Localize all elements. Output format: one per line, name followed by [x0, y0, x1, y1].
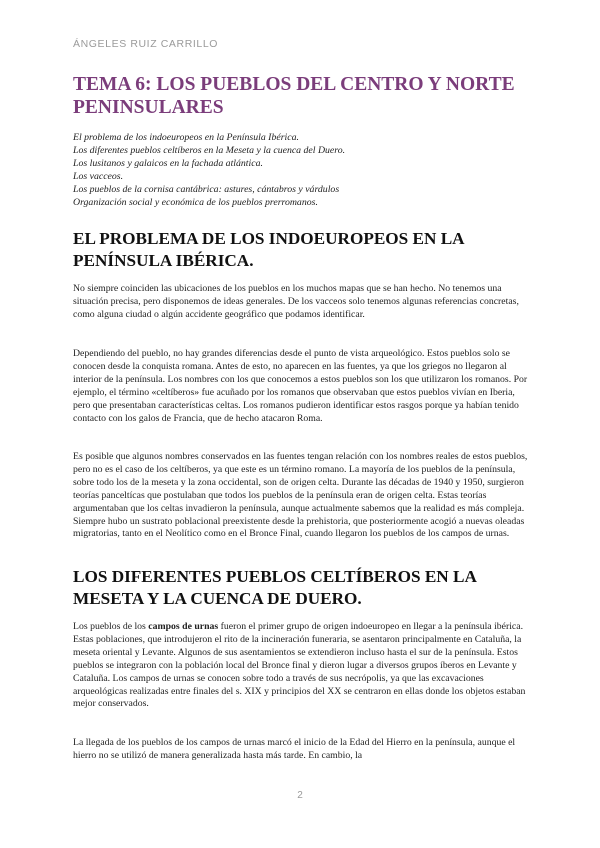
- paragraph: No siempre coinciden las ubicaciones de los pueblos en los muchos mapas que se han hecho. No tenemos una situación precisa, pero disponemos de ideas generales. De los vacceos solo tenemos algunas referencias concretas, como alguna ciudad o algún accidente geográfico que podamos identificar.: [73, 283, 519, 320]
- running-header: ÁNGELES RUIZ CARRILLO: [73, 38, 219, 50]
- paragraph: [73, 621, 528, 711]
- section-heading: LOS DIFERENTES PUEBLOS CELTÍBEROS EN LA MESETA Y LA CUENCA DE DUERO.: [73, 567, 476, 608]
- section-heading: EL PROBLEMA DE LOS INDOEUROPEOS EN LA PENÍNSULA IBÉRICA.: [73, 229, 464, 270]
- topic-item: Los diferentes pueblos celtíberos en la Meseta y la cuenca del Duero.: [73, 145, 346, 156]
- paragraph-text: fueron el primer grupo de origen indoeuropeo en llegar a la península ibérica. Estas poblaciones, que introdujeron el rito de la incineración funeraria, se asentaron principalmente en Cataluña, la meseta oriental y Levante. Algunos de sus asentamientos se extendieron incluso hasta el sur de la península. Estos pueblos se integraron con la población local del Bronce final y dieron lugar a diversos grupos íberos en Levante y Cataluña. Los campos de urnas se conocen sobre todo a través de sus necrópolis, ya que las excavaciones arqueológicas realizadas entre finales del s. XIX y principios del XX se centraron en ellas donde los objetos estaban mejor conservados.: [73, 621, 526, 710]
- paragraph: La llegada de los pueblos de los campos de urnas marcó el inicio de la Edad del Hierro en la península, aunque el hierro no se utilizó de manera generalizada hasta más tarde. En cambio, la: [73, 737, 516, 761]
- paragraph-text: Los pueblos de los: [73, 621, 149, 632]
- topic-item: Los lusitanos y galaicos en la fachada atlántica.: [73, 158, 263, 169]
- topic-item: Los pueblos de la cornisa cantábrica: astures, cántabros y várdulos: [73, 184, 340, 195]
- topic-item: Los vacceos.: [73, 171, 124, 182]
- page-number: 2: [297, 790, 303, 801]
- topic-item: Organización social y económica de los pueblos prerromanos.: [73, 197, 318, 208]
- paragraph: Dependiendo del pueblo, no hay grandes diferencias desde el punto de vista arqueológico. Estos pueblos solo se conocen desde la conquista romana. Antes de esto, no aparecen en las fuentes, ya que los griegos no llegaron al interior de la península. Los nombres con los que conocemos a estos pueblos son los que utilizaron los romanos. Por ejemplo, el término «celtíberos» fue acuñado por los romanos que observaban que estos pueblos vivían en Iberia, pero que presentaban características celtas. Los romanos pudieron identificar estos rasgos porque ya habían tenido contacto con los galos de Francia, que de hecho atacaron Roma.: [73, 348, 528, 424]
- paragraph: Es posible que algunos nombres conservados en las fuentes tengan relación con los nombres reales de estos pueblos, pero no es el caso de los celtíberos, ya que este es un término romano. La mayoría de los pueblos de la península, sobre todo los de la meseta y la zona occidental, son de origen celta. Durante las décadas de 1940 y 1950, surgieron teorías panceltícas que postulaban que todos los pueblos de la península eran de origen celta. Estas teorías argumentaban que los celtas invadieron la península, aunque actualmente sabemos que la realidad es más compleja. Siempre hubo un sustrato poblacional preexistente desde la prehistoria, que posteriormente acogió a nuevas oleadas migratorias, tanto en el Neolítico como en el Bronce Final, cuando llegaron los pueblos de los campos de urnas.: [73, 451, 528, 540]
- topic-list: [73, 131, 345, 209]
- topic-item: El problema de los indoeuropeos en la Península Ibérica.: [73, 132, 299, 143]
- bold-term: campos de urnas: [148, 621, 219, 632]
- page-title: TEMA 6: LOS PUEBLOS DEL CENTRO Y NORTE PENINSULARES: [73, 74, 515, 118]
